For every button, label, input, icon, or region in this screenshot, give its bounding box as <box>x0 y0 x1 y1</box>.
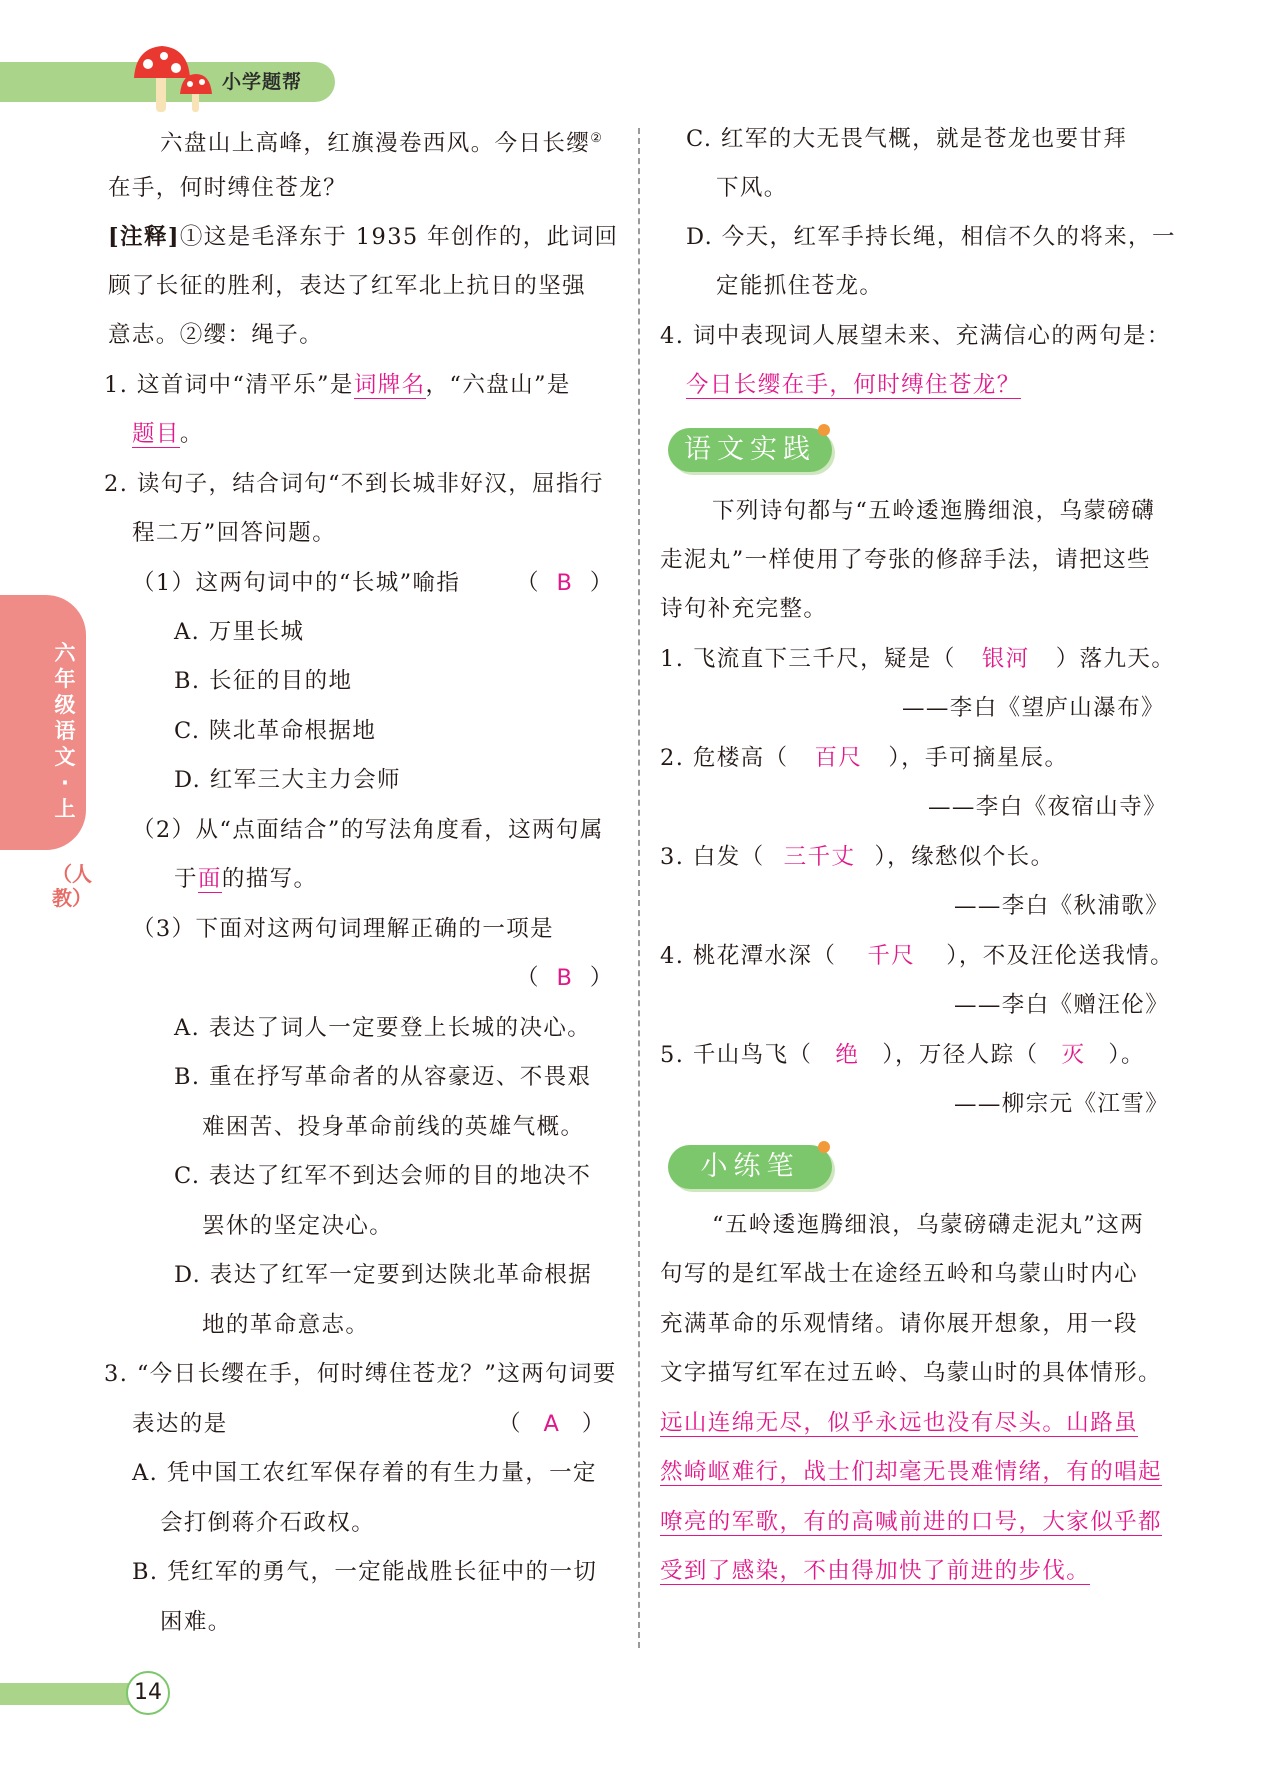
writing-prompt-3: 充满革命的乐观情绪。请你展开想象，用一段 <box>660 1311 1139 1337</box>
q4-stem: 4. 词中表现词人展望未来、充满信心的两句是： <box>660 323 1171 349</box>
q3-option-b: B. 凭红军的勇气，一定能战胜长征中的一切 <box>132 1559 598 1585</box>
q2-1-option-d: D. 红军三大主力会师 <box>174 767 401 793</box>
q3-option-a: A. 凭中国工农红军保存着的有生力量，一定 <box>132 1460 597 1486</box>
heart-icon <box>818 1141 830 1153</box>
writing-prompt-4: 文字描写红军在过五岭、乌蒙山时的具体情形。 <box>660 1360 1162 1386</box>
practice-source-3: ——李白《秋浦歌》 <box>954 893 1170 919</box>
poem-line-2: 在手，何时缚住苍龙？ <box>108 175 348 201</box>
q2-3-answer-bracket: （ B ） <box>516 965 614 991</box>
note-line-3: 意志。②缨：绳子。 <box>108 322 324 348</box>
practice-intro-3: 诗句补充完整。 <box>660 596 828 622</box>
mushroom-logo-icon <box>128 44 218 116</box>
writing-answer-3: 嘹亮的军歌，有的高喊前进的口号，大家似乎都 <box>660 1509 1162 1535</box>
practice-item-5: 5. 千山鸟飞（ 绝 ），万径人踪（ 灭 ）。 <box>660 1042 1145 1068</box>
q2-1-option-b: B. 长征的目的地 <box>174 668 353 694</box>
practice-source-2: ——李白《夜宿山寺》 <box>928 794 1168 820</box>
practice-intro-1: 下列诗句都与“五岭逶迤腾细浪，乌蒙磅礴 <box>712 498 1156 524</box>
practice-item-4: 4. 桃花潭水深（ 千尺 ），不及汪伦送我情。 <box>660 943 1174 969</box>
q3-stem: 3. “今日长缨在手，何时缚住苍龙？”这两句词要 <box>104 1361 617 1387</box>
q2-1-answer-bracket: （ B ） <box>516 570 614 596</box>
heart-icon <box>818 424 830 436</box>
column-divider <box>638 128 640 1648</box>
q2-stem-2: 程二万”回答问题。 <box>132 520 337 546</box>
practice-item-3: 3. 白发（ 三千丈 ），缘愁似个长。 <box>660 844 1055 870</box>
practice-source-1: ——李白《望庐山瀑布》 <box>902 695 1165 721</box>
q2-1-option-a: A. 万里长城 <box>174 619 305 645</box>
q2-3-option-b: B. 重在抒写革命者的从容豪迈、不畏艰 <box>174 1064 592 1090</box>
practice-source-5: ——柳宗元《江雪》 <box>954 1091 1170 1117</box>
q2-3-option-b-cont: 难困苦、投身革命前线的英雄气概。 <box>202 1114 585 1140</box>
q3-option-b-cont: 困难。 <box>160 1609 232 1635</box>
q3-answer-bracket: （ A ） <box>498 1411 606 1437</box>
q2-3-option-d: D. 表达了红军一定要到达陕北革命根据 <box>174 1262 593 1288</box>
q2-3-option-d-cont: 地的革命意志。 <box>202 1312 370 1338</box>
writing-answer-1: 远山连绵无尽，似乎永远也没有尽头。山路虽 <box>660 1410 1139 1436</box>
q4-answer: 今日长缨在手，何时缚住苍龙？ <box>686 372 1021 398</box>
poem-line-1: 六盘山上高峰，红旗漫卷西风。今日长缨② <box>160 130 604 157</box>
writing-answer-4: 受到了感染，不由得加快了前进的步伐。 <box>660 1558 1091 1584</box>
q1-stem-cont: 题目。 <box>132 421 204 447</box>
q3-option-c-cont: 下风。 <box>716 175 788 201</box>
q2-3-option-a: A. 表达了词人一定要登上长城的决心。 <box>174 1015 592 1041</box>
practice-item-2: 2. 危楼高（ 百尺 ），手可摘星辰。 <box>660 745 1069 771</box>
q2-1-stem: （1）这两句词中的“长城”喻指 <box>132 570 461 596</box>
q2-2-stem: （2）从“点面结合”的写法角度看，这两句属 <box>132 817 604 843</box>
practice-source-4: ——李白《赠汪伦》 <box>954 992 1170 1018</box>
page-number: 14 <box>126 1671 170 1715</box>
q1-stem: 1. 这首词中“清平乐”是词牌名，“六盘山”是 <box>104 372 571 398</box>
q2-stem-1: 2. 读句子，结合词句“不到长城非好汉，屈指行 <box>104 471 604 497</box>
publisher-label: （人教） <box>52 862 92 910</box>
q3-stem-cont: 表达的是 <box>132 1411 228 1437</box>
q3-option-d: D. 今天，红军手持长绳，相信不久的将来，一 <box>686 224 1176 250</box>
note-line-1: [注释]①这是毛泽东于 1935 年创作的，此词回 <box>108 224 619 250</box>
section-practice-title: 语文实践 <box>668 428 832 472</box>
q2-3-option-c-cont: 罢休的坚定决心。 <box>202 1213 394 1239</box>
note-line-2: 顾了长征的胜利，表达了红军北上抗日的坚强 <box>108 273 587 299</box>
section-writing-title: 小练笔 <box>668 1145 832 1189</box>
q2-3-stem: （3）下面对这两句词理解正确的一项是 <box>132 916 555 942</box>
q2-3-option-c: C. 表达了红军不到达会师的目的地决不 <box>174 1163 592 1189</box>
q3-option-a-cont: 会打倒蒋介石政权。 <box>160 1510 376 1536</box>
q2-1-option-c: C. 陕北革命根据地 <box>174 718 377 744</box>
q3-option-c: C. 红军的大无畏气概，就是苍龙也要甘拜 <box>686 126 1128 152</box>
q3-option-d-cont: 定能抓住苍龙。 <box>716 273 884 299</box>
practice-item-1: 1. 飞流直下三千尺，疑是（ 银河 ）落九天。 <box>660 646 1176 672</box>
writing-answer-2: 然崎岖难行，战士们却毫无畏难情绪，有的唱起 <box>660 1459 1162 1485</box>
practice-intro-2: 走泥丸”一样使用了夸张的修辞手法，请把这些 <box>660 547 1151 573</box>
brand-title: 小学题帮 <box>222 71 303 93</box>
writing-prompt-1: “五岭逶迤腾细浪，乌蒙磅礴走泥丸”这两 <box>712 1212 1145 1238</box>
grade-label: 六年级语文·上 <box>54 641 76 821</box>
q2-2-stem-cont: 于面的描写。 <box>174 866 318 892</box>
writing-prompt-2: 句写的是红军战士在途经五岭和乌蒙山时内心 <box>660 1261 1139 1287</box>
